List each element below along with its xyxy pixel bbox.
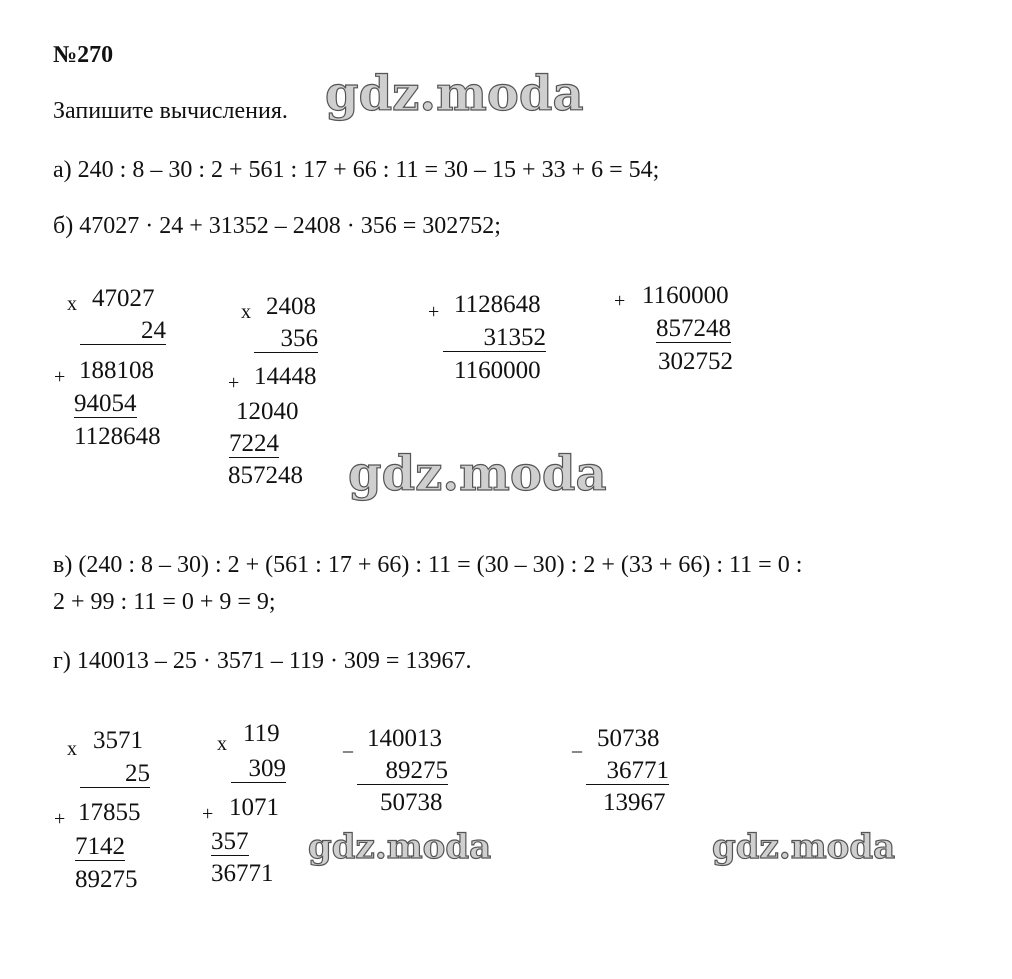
multiply-sign: x (67, 738, 77, 760)
operand-b: 89275 (357, 758, 448, 785)
partial-1: 14448 (254, 363, 317, 390)
product-result: 1128648 (74, 423, 161, 450)
exercise-instruction: Запишите вычисления. (53, 98, 288, 124)
operand-a: 3571 (93, 727, 143, 754)
difference-result: 302752 (658, 348, 733, 375)
multiply-sign: x (241, 301, 251, 323)
operand-b: 25 (80, 761, 150, 788)
product-result: 857248 (228, 462, 303, 489)
line-b: б) 47027 · 24 + 31352 – 2408 · 356 = 302752; (53, 213, 501, 239)
watermark-logo: gdz.moda (325, 66, 584, 122)
line-v-2: 2 + 99 : 11 = 0 + 9 = 9; (53, 589, 276, 615)
plus-sign: + (228, 372, 240, 394)
operand-a: 140013 (367, 725, 442, 752)
partial-2: 12040 (236, 398, 299, 425)
watermark-logo: gdz.moda (348, 446, 607, 502)
partial-2: 357 (211, 828, 249, 855)
exercise-number: №270 (53, 42, 114, 68)
operand-b: 356 (254, 326, 318, 353)
product-result: 36771 (211, 860, 274, 887)
plus-sign: + (202, 803, 214, 825)
partial-2: 7142 (75, 833, 125, 860)
line-v-1: в) (240 : 8 – 30) : 2 + (561 : 17 + 66) : 11 = (30 – 30) : 2 + (33 + 66) : 11 = 0 : (53, 552, 803, 578)
operand-a: 1160000 (642, 282, 729, 309)
plus-sign: + (54, 808, 66, 830)
plus-sign: + (54, 366, 66, 388)
minus-sign: _ (572, 733, 582, 755)
operand-a: 50738 (597, 725, 660, 752)
multiply-sign: x (217, 733, 227, 755)
difference-result: 50738 (380, 789, 443, 816)
line-g: г) 140013 – 25 · 3571 – 119 · 309 = 13967. (53, 648, 472, 674)
operand-b: 36771 (586, 758, 669, 785)
partial-3: 7224 (229, 430, 279, 457)
partial-1: 1071 (229, 794, 279, 821)
watermark-logo: gdz.moda (308, 827, 492, 867)
product-result: 89275 (75, 866, 138, 893)
operand-a: 119 (243, 720, 280, 747)
operand-a: 2408 (266, 293, 316, 320)
watermark-logo: gdz.moda (712, 827, 896, 867)
minus-sign: + (614, 290, 626, 312)
difference-result: 13967 (603, 789, 666, 816)
operand-a: 47027 (92, 285, 155, 312)
partial-1: 188108 (79, 357, 154, 384)
operand-b: 24 (80, 318, 166, 345)
operand-b: 309 (231, 756, 286, 783)
line-a: а) 240 : 8 – 30 : 2 + 561 : 17 + 66 : 11 = 30 – 15 + 33 + 6 = 54; (53, 157, 660, 183)
partial-1: 17855 (78, 799, 141, 826)
minus-sign: _ (343, 733, 353, 755)
sum-result: 1160000 (454, 357, 541, 384)
operand-a: 1128648 (454, 291, 541, 318)
multiply-sign: x (67, 293, 77, 315)
partial-2: 94054 (74, 390, 137, 417)
plus-sign: + (428, 301, 440, 323)
operand-b: 31352 (443, 325, 546, 352)
operand-b: 857248 (656, 315, 731, 342)
